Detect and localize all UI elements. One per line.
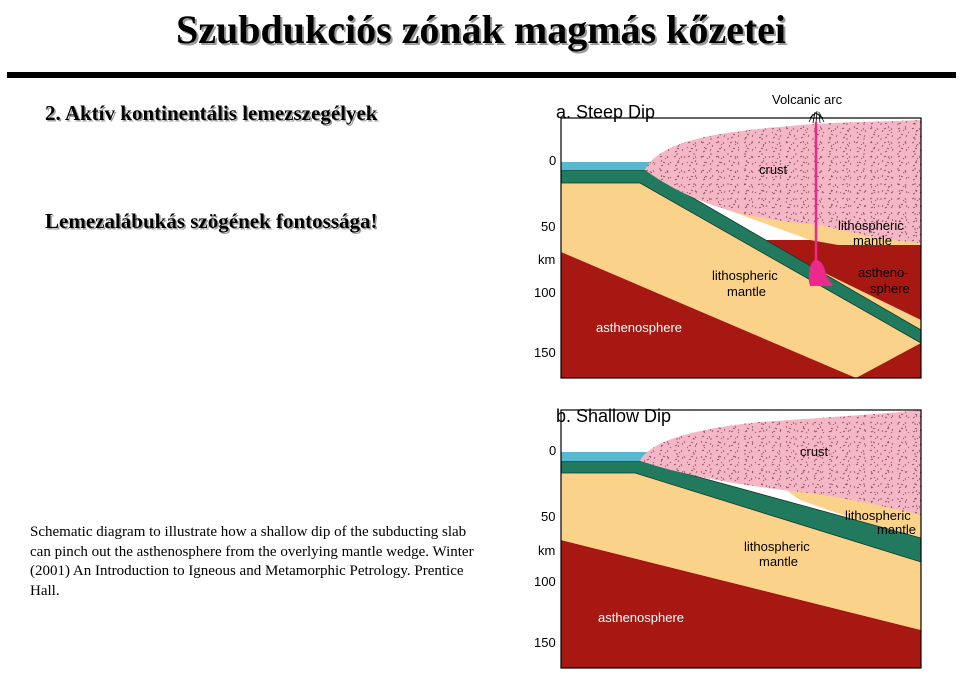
panel-b-slab-label-2: mantle: [759, 554, 799, 569]
panel-a-upper-litho-label-1: lithospheric: [838, 218, 904, 233]
panel-a-slab-label-1: lithospheric: [712, 268, 778, 283]
figure-caption: Schematic diagram to illustrate how a shallow dip of the subducting slab can pinch out the asthenosphere from the overlying mantle wedge. Winter (2001) An Introduction to Igneous and Metamorphic Petrology. Prentice Hall.: [30, 524, 474, 599]
panel-shallow-dip: [534, 406, 921, 668]
panel-b-slab-label-1: lithospheric: [744, 539, 810, 554]
panel-a-depth-unit: km: [538, 252, 556, 267]
panel-b-upper-litho-label-2: mantle: [877, 522, 917, 537]
slide-title: Szubdukciós zónák magmás kőzetei: [175, 7, 787, 52]
panel-b-asthenosphere-label: asthenosphere: [598, 610, 685, 625]
panel-b-upper-litho-label-1: lithospheric: [845, 508, 911, 523]
panel-b-depth-0: 0: [549, 443, 557, 458]
emphasis-text: Lemezalábukás szögének fontossága!: [45, 209, 378, 233]
panel-steep-dip: [534, 92, 921, 378]
subtitle: 2. Aktív kontinentális lemezszegélyek: [45, 101, 378, 125]
panel-a-upper-litho-label-2: mantle: [853, 233, 893, 248]
panel-b-depth-150: 150: [534, 635, 556, 650]
panel-a-crust-label: crust: [759, 162, 788, 177]
panel-a-volcano-label: Volcanic arc: [772, 92, 843, 107]
panel-b-crust-label: crust: [800, 444, 829, 459]
panel-b-depth-50: 50: [541, 509, 556, 524]
panel-a-asthenosphere-label: asthenosphere: [596, 320, 683, 335]
panel-a-astheno-label-1: astheno-: [858, 265, 909, 280]
panel-a-slab-label-2: mantle: [727, 284, 767, 299]
panel-a-astheno-label-2: sphere: [870, 281, 910, 296]
panel-a-depth-0: 0: [549, 153, 557, 168]
panel-a-depth-150: 150: [534, 345, 556, 360]
panel-a-depth-50: 50: [541, 219, 556, 234]
panel-a-title: a. Steep Dip: [556, 102, 656, 122]
panel-a-depth-100: 100: [534, 285, 556, 300]
panel-b-title: b. Shallow Dip: [556, 406, 672, 426]
panel-b-depth-100: 100: [534, 574, 556, 589]
panel-b-depth-unit: km: [538, 543, 556, 558]
